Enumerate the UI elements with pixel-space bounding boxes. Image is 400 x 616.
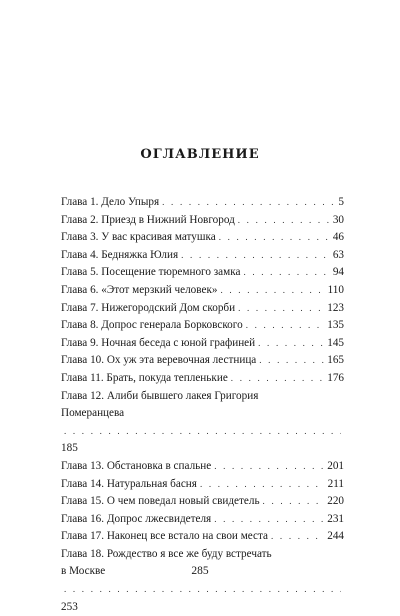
chapter-title: Глава 4. Бедняжка Юлия bbox=[61, 248, 179, 261]
chapter-page: 46 bbox=[332, 231, 344, 244]
chapter-page: 135 bbox=[327, 319, 344, 332]
chapter-title: Глава 14. Натуральная басня bbox=[61, 477, 197, 490]
chapter-page: 94 bbox=[332, 266, 344, 279]
toc-entry bbox=[61, 317, 344, 335]
chapter-title: Глава 18. Рождество я все же буду встречать bbox=[61, 547, 272, 560]
toc-entry bbox=[61, 493, 344, 511]
chapter-page: 253 bbox=[61, 600, 78, 613]
toc-entry bbox=[61, 194, 344, 212]
toc-entry bbox=[61, 282, 344, 300]
chapter-title: Глава 8. Допрос генерала Борковского bbox=[61, 319, 243, 332]
chapter-page: 185 bbox=[61, 442, 78, 455]
chapter-title: Глава 9. Ночная беседа с юной графиней bbox=[61, 336, 256, 349]
chapter-title: Глава 5. Посещение тюремного замка bbox=[61, 266, 241, 279]
toc-entry bbox=[61, 388, 344, 458]
chapter-page: 211 bbox=[327, 477, 344, 490]
toc-heading: ОГЛАВЛЕНИЕ bbox=[140, 147, 260, 162]
chapter-title: Глава 10. Ох уж эта веревочная лестница bbox=[61, 354, 257, 367]
chapter-title-continued: в Москве bbox=[61, 565, 106, 578]
dot-leader bbox=[214, 511, 324, 529]
dot-leader bbox=[238, 300, 324, 318]
dot-leader bbox=[246, 317, 325, 335]
dot-leader bbox=[181, 247, 330, 265]
dot-leader bbox=[238, 212, 330, 230]
chapter-page: 176 bbox=[327, 371, 344, 384]
chapter-page: 244 bbox=[327, 530, 344, 543]
chapter-title: Глава 12. Алиби бывшего лакея Григория bbox=[61, 389, 259, 402]
chapter-title: Глава 13. Обстановка в спальне bbox=[61, 459, 212, 472]
chapter-page: 165 bbox=[327, 354, 344, 367]
dot-leader bbox=[231, 370, 324, 388]
chapter-page: 30 bbox=[332, 213, 344, 226]
toc-entry bbox=[61, 300, 344, 318]
chapter-title: Глава 11. Брать, покуда тепленькие bbox=[61, 371, 228, 384]
toc-entry bbox=[61, 546, 344, 616]
toc-entry bbox=[61, 528, 344, 546]
chapter-page: 231 bbox=[327, 512, 344, 525]
chapter-title: Глава 17. Наконец все встало на свои места bbox=[61, 530, 269, 543]
dot-leader bbox=[64, 581, 341, 599]
chapter-page: 110 bbox=[327, 283, 344, 296]
chapter-title: Глава 1. Дело Упыря bbox=[61, 196, 160, 208]
chapter-page: 201 bbox=[327, 459, 344, 472]
chapter-title: Глава 7. Нижегородский Дом скорби bbox=[61, 301, 236, 314]
chapter-title: Глава 16. Допрос лжесвидетеля bbox=[61, 512, 212, 525]
dot-leader bbox=[258, 335, 324, 353]
dot-leader bbox=[221, 282, 325, 300]
chapter-page: 220 bbox=[327, 495, 344, 508]
chapter-page: 123 bbox=[327, 301, 344, 314]
table-of-contents bbox=[61, 194, 344, 616]
chapter-page: 63 bbox=[332, 248, 344, 261]
chapter-title: Глава 15. О чем поведал новый свидетель bbox=[61, 495, 260, 508]
toc-entry bbox=[61, 335, 344, 353]
toc-entry bbox=[61, 264, 344, 282]
toc-entry bbox=[61, 247, 344, 265]
dot-leader bbox=[259, 352, 324, 370]
toc-entry bbox=[61, 476, 344, 494]
chapter-page: 145 bbox=[327, 336, 344, 349]
dot-leader bbox=[219, 229, 330, 247]
toc-entry bbox=[61, 229, 344, 247]
toc-entry bbox=[61, 458, 344, 476]
chapter-title: Глава 2. Приезд в Нижний Новгород bbox=[61, 213, 235, 226]
toc-entry bbox=[61, 212, 344, 230]
toc-entry bbox=[61, 352, 344, 370]
dot-leader bbox=[243, 264, 329, 282]
chapter-page: 5 bbox=[338, 196, 344, 208]
chapter-title: Глава 6. «Этот мерзкий человек» bbox=[61, 283, 218, 296]
dot-leader bbox=[162, 194, 335, 212]
dot-leader bbox=[214, 458, 324, 476]
page-number: 285 bbox=[191, 565, 209, 577]
dot-leader bbox=[271, 528, 324, 546]
dot-leader bbox=[200, 476, 325, 494]
toc-entry bbox=[61, 370, 344, 388]
dot-leader bbox=[263, 493, 325, 511]
dot-leader bbox=[64, 423, 341, 441]
toc-entry bbox=[61, 511, 344, 529]
chapter-title: Глава 3. У вас красивая матушка bbox=[61, 231, 216, 244]
chapter-title-continued: Померанцева bbox=[61, 407, 125, 420]
